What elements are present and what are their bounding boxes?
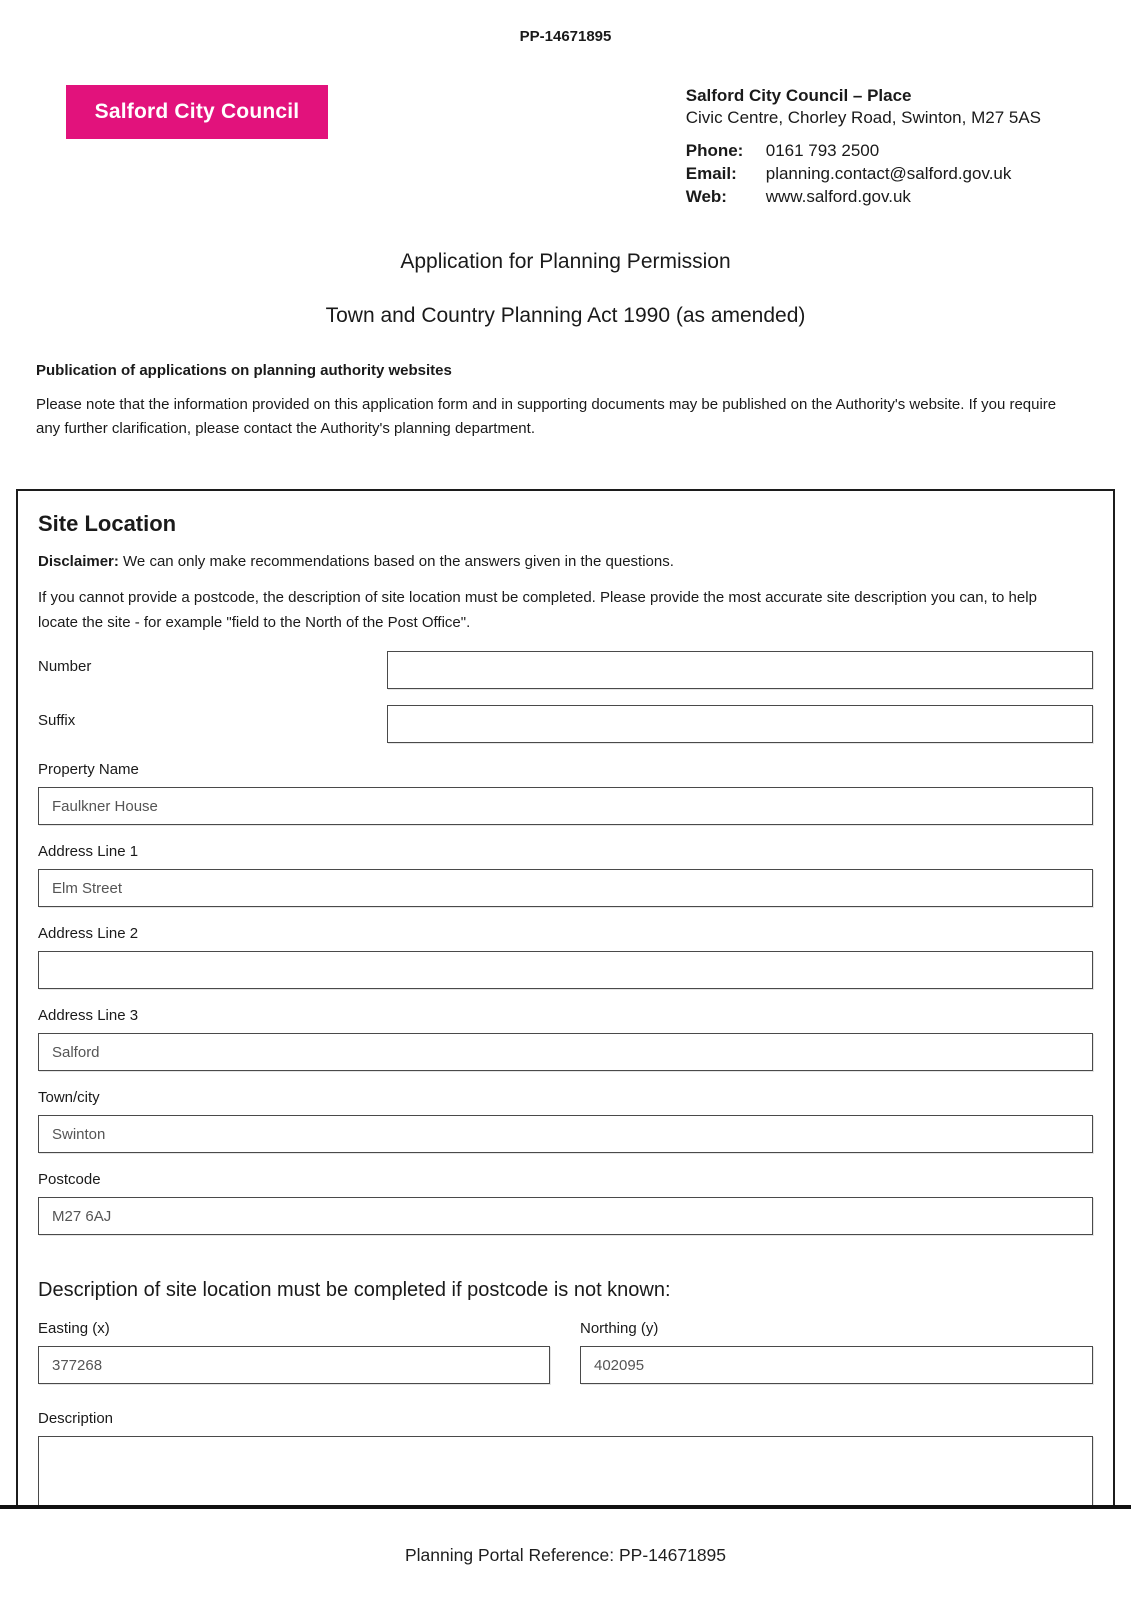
- easting-field: [38, 1320, 550, 1384]
- contact-web-row: [686, 185, 1041, 208]
- page-title: Application for Planning Permission: [400, 250, 731, 273]
- page-break-rule: [0, 1505, 1131, 1509]
- section-heading: Site Location: [38, 511, 177, 536]
- address-line-2-input[interactable]: [38, 951, 1093, 989]
- property-name-input[interactable]: [38, 787, 1093, 825]
- postcode-input[interactable]: [38, 1197, 1093, 1235]
- description-heading: Description of site location must be completed if postcode is not known:: [38, 1279, 671, 1301]
- postcode-label: Postcode: [38, 1171, 101, 1188]
- site-location-section: [16, 489, 1115, 1589]
- address-line-2-field-row: [38, 925, 1093, 989]
- disclaimer: [38, 553, 1093, 570]
- disclaimer-text: We can only make recommendations based on the answers given in the questions.: [118, 553, 674, 570]
- northing-input[interactable]: [580, 1346, 1093, 1384]
- number-input[interactable]: [387, 651, 1093, 689]
- contact-block: [686, 85, 1041, 208]
- web-label: Web:: [685, 187, 727, 206]
- coordinates-row: [38, 1320, 1093, 1384]
- suffix-input[interactable]: [387, 705, 1093, 743]
- town-city-label: Town/city: [38, 1089, 100, 1106]
- contact-email-row: [686, 162, 1041, 185]
- disclaimer-label: Disclaimer:: [38, 553, 119, 570]
- application-reference: PP-14671895: [519, 28, 612, 45]
- phone-label: Phone:: [685, 141, 744, 160]
- planning-portal-reference: Planning Portal Reference: PP-14671895: [404, 1545, 727, 1565]
- contact-phone-row: [686, 139, 1041, 162]
- suffix-field-row: [38, 705, 1093, 743]
- suffix-label: Suffix: [38, 712, 76, 729]
- phone-value: 0161 793 2500: [765, 141, 880, 160]
- council-logo: Salford City Council: [66, 85, 328, 139]
- town-city-field-row: [38, 1089, 1093, 1153]
- page-subtitle: Town and Country Planning Act 1990 (as amended): [325, 304, 806, 327]
- description-label: Description: [38, 1410, 114, 1427]
- address-line-1-label: Address Line 1: [38, 843, 139, 860]
- email-label: Email:: [685, 164, 737, 183]
- contact-address: Civic Centre, Chorley Road, Swinton, M27 5AS: [685, 108, 1041, 127]
- address-line-1-field-row: [38, 843, 1093, 907]
- easting-label: Easting (x): [38, 1320, 110, 1337]
- web-value: www.salford.gov.uk: [765, 187, 911, 206]
- number-field-row: [38, 651, 1093, 689]
- header: [66, 85, 1041, 208]
- postcode-field-row: [38, 1171, 1093, 1235]
- publication-note: Please note that the information provided on this application form and in supporting documents may be published on the Authority's website. If you require any further clarification, please contact the Authority's planning department.: [36, 396, 1057, 437]
- address-line-2-label: Address Line 2: [38, 925, 139, 942]
- address-line-3-field-row: [38, 1007, 1093, 1071]
- address-line-3-input[interactable]: [38, 1033, 1093, 1071]
- town-city-input[interactable]: [38, 1115, 1093, 1153]
- page-footer: [0, 1509, 1131, 1600]
- section-intro: If you cannot provide a postcode, the description of site location must be completed. Please provide the most accurate site description you can, to help locate the site - for example "field to the North of the Post Office".: [38, 589, 1037, 631]
- northing-field: [580, 1320, 1093, 1384]
- email-value: planning.contact@salford.gov.uk: [765, 164, 1012, 183]
- number-label: Number: [38, 658, 92, 675]
- publication-heading: Publication of applications on planning authority websites: [36, 362, 452, 379]
- contact-rows: [686, 139, 1041, 208]
- address-line-1-input[interactable]: [38, 869, 1093, 907]
- contact-org: Salford City Council – Place: [685, 86, 912, 105]
- property-name-label: Property Name: [38, 761, 139, 778]
- property-name-field-row: [38, 761, 1093, 825]
- address-line-3-label: Address Line 3: [38, 1007, 139, 1024]
- easting-input[interactable]: [38, 1346, 550, 1384]
- northing-label: Northing (y): [580, 1320, 659, 1337]
